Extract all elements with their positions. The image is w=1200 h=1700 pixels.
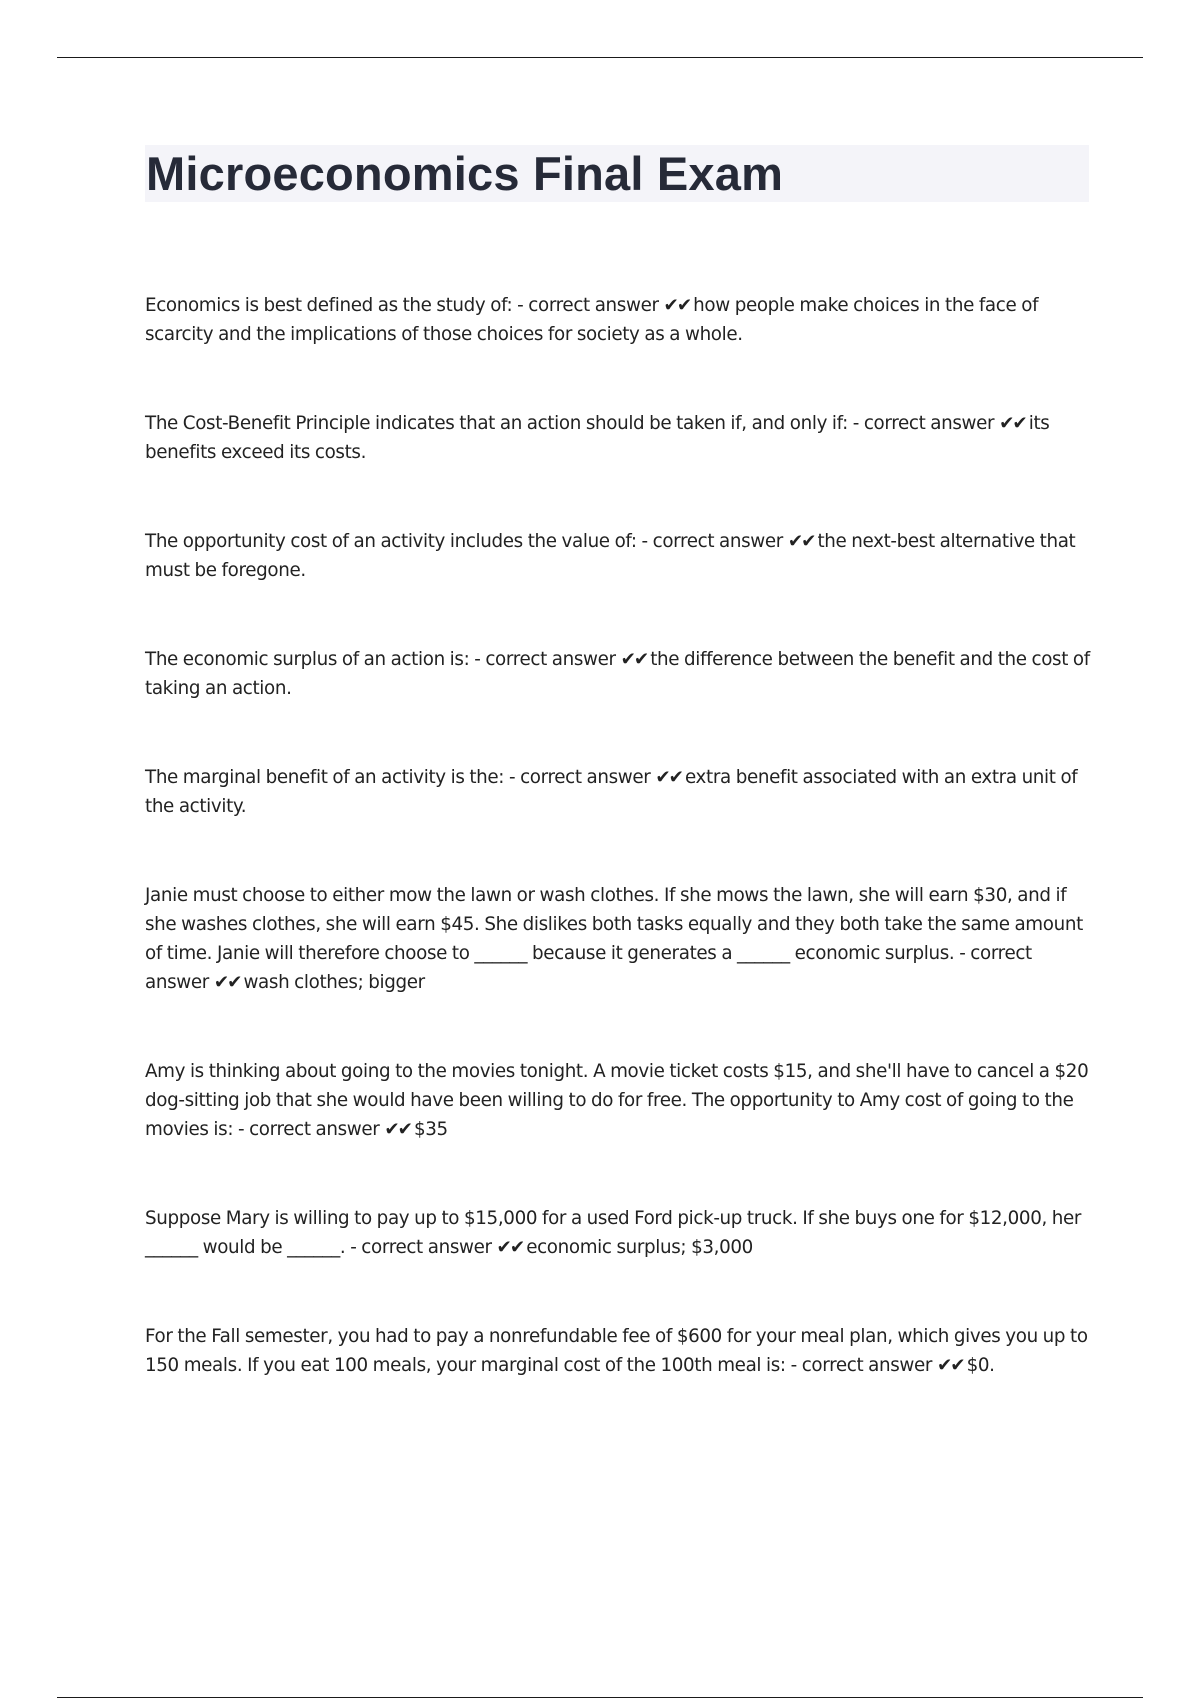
qa-item	[145, 645, 1091, 703]
qa-item	[145, 527, 1091, 585]
qa-item	[145, 881, 1091, 997]
question-text: The Cost-Benefit Principle indicates that an action should be taken if, and only if: - correct answer	[145, 413, 995, 434]
checkmark-icon: ✔✔	[620, 649, 648, 670]
qa-item	[145, 291, 1091, 349]
question-text: For the Fall semester, you had to pay a nonrefundable fee of $600 for your meal plan, which gives you up to 150 meals. If you eat 100 meals, your marginal cost of the 100th meal is: - correct answer	[145, 1326, 1088, 1376]
top-rule	[57, 57, 1143, 58]
question-text: Janie must choose to either mow the lawn or wash clothes. If she mows the lawn, she will earn $30, and if she washes clothes, she will earn $45. She dislikes both tasks equally and they both take the same amount of time. Janie will therefore choose to ______ because it generates a ______ economic surplus. - correct answer	[145, 885, 1083, 993]
answer-text: the difference between the benefit and the cost of taking an action.	[145, 649, 1090, 699]
question-text: Suppose Mary is willing to pay up to $15,000 for a used Ford pick-up truck. If she buys one for $12,000, her ______ would be ______. - correct answer	[145, 1208, 1082, 1258]
checkmark-icon: ✔✔	[787, 531, 815, 552]
answer-text: wash clothes; bigger	[243, 972, 425, 993]
qa-item	[145, 1057, 1091, 1144]
qa-list	[145, 291, 1091, 1440]
qa-item	[145, 763, 1091, 821]
checkmark-icon: ✔✔	[936, 1355, 964, 1376]
answer-text: economic surplus; $3,000	[526, 1237, 753, 1258]
question-text: Economics is best defined as the study of: - correct answer	[145, 295, 659, 316]
bottom-rule	[57, 1697, 1143, 1698]
question-text: The marginal benefit of an activity is the: - correct answer	[145, 767, 651, 788]
checkmark-icon: ✔✔	[663, 295, 691, 316]
question-text: Amy is thinking about going to the movies tonight. A movie ticket costs $15, and she'll have to cancel a $20 dog-sitting job that she would have been willing to do for free. The opportunity to Amy cost of going to the movies is: - correct answer	[145, 1061, 1089, 1140]
answer-text: extra benefit associated with an extra unit of the activity.	[145, 767, 1078, 817]
qa-item	[145, 409, 1091, 467]
answer-text: $0.	[966, 1355, 995, 1376]
checkmark-icon: ✔✔	[384, 1119, 411, 1140]
checkmark-icon: ✔✔	[655, 767, 682, 788]
checkmark-icon: ✔✔	[999, 413, 1026, 434]
checkmark-icon: ✔✔	[213, 972, 241, 993]
qa-item	[145, 1204, 1091, 1262]
answer-text: $35	[413, 1119, 448, 1140]
checkmark-icon: ✔✔	[496, 1237, 524, 1258]
question-text: The opportunity cost of an activity includes the value of: - correct answer	[145, 531, 783, 552]
question-text: The economic surplus of an action is: - correct answer	[145, 649, 616, 670]
answer-text: how people make choices in the face of scarcity and the implications of those choices for society as a whole.	[145, 295, 1039, 345]
answer-text: its benefits exceed its costs.	[145, 413, 1050, 463]
page-title: Microeconomics Final Exam	[146, 147, 784, 200]
qa-item	[145, 1322, 1091, 1380]
answer-text: the next-best alternative that must be foregone.	[145, 531, 1076, 581]
